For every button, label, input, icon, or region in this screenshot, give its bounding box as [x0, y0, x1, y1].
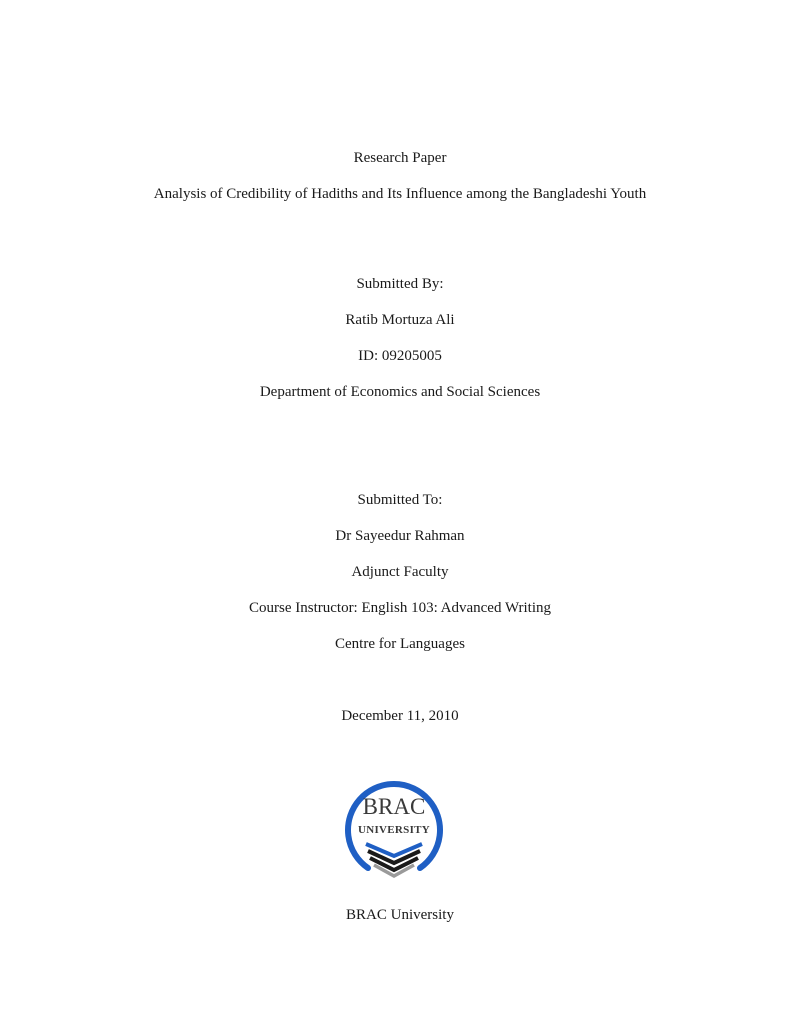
course-info: Course Instructor: English 103: Advanced Writing [249, 600, 551, 616]
brac-university-logo [342, 772, 446, 884]
submitted-to-label: Submitted To: [357, 492, 443, 508]
paper-title: Analysis of Credibility of Hadiths and Its Influence among the Bangladeshi Youth [153, 186, 647, 202]
author-department: Department of Economics and Social Sciences [259, 384, 541, 400]
instructor-unit: Centre for Languages [335, 636, 465, 652]
logo-text-brac: BRAC [362, 794, 426, 819]
instructor-name: Dr Sayeedur Rahman [335, 528, 465, 544]
student-id: ID: 09205005 [358, 348, 442, 364]
logo-text-university: UNIVERSITY [357, 824, 431, 836]
submitted-by-label: Submitted By: [356, 276, 444, 292]
brac-university-logo-emblem [342, 772, 446, 884]
paper-type-heading: Research Paper [353, 150, 447, 166]
submission-date: December 11, 2010 [341, 708, 459, 724]
instructor-role: Adjunct Faculty [351, 564, 449, 580]
institution-name: BRAC University [346, 907, 454, 923]
author-name: Ratib Mortuza Ali [345, 312, 455, 328]
